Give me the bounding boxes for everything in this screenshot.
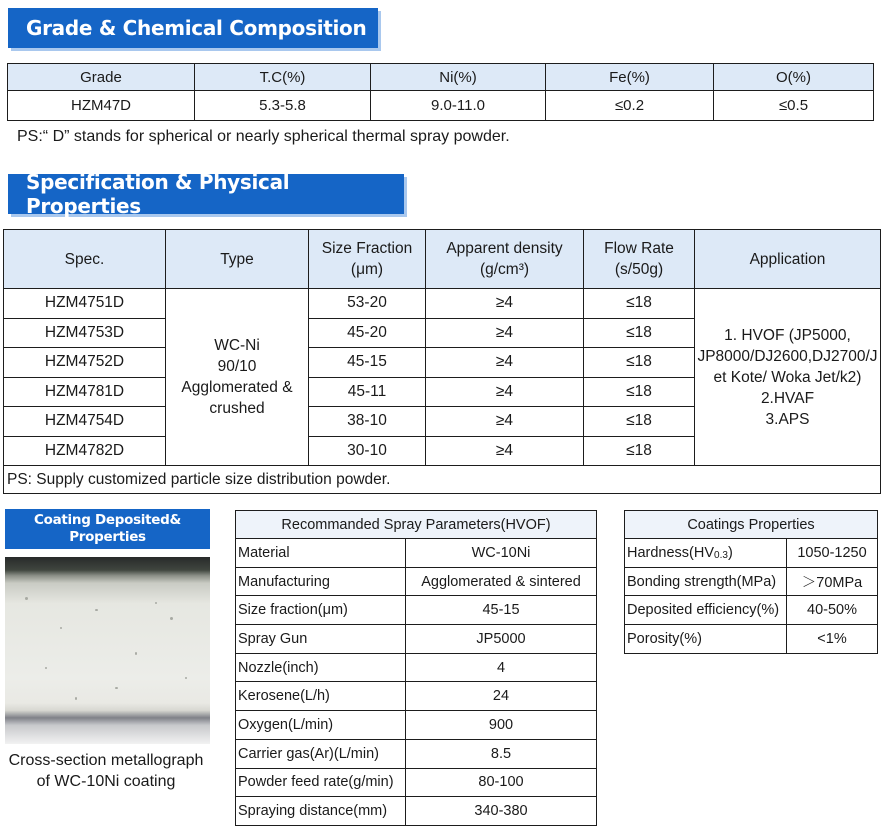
- cell-density: ≥4: [426, 289, 584, 319]
- col-header-ni: Ni(%): [371, 64, 546, 91]
- grade-composition-table: [7, 63, 874, 121]
- param-value: 4: [406, 653, 597, 682]
- table-row: [236, 653, 597, 682]
- density-header-line2: (g/cm³): [479, 261, 530, 278]
- param-value: Agglomerated & sintered: [406, 567, 597, 596]
- table-row: [236, 682, 597, 711]
- cell-density: ≥4: [426, 436, 584, 466]
- cell-size: 53-20: [309, 289, 426, 319]
- application-line: 3.APS: [765, 410, 810, 428]
- cell-fe: ≤0.2: [546, 91, 714, 121]
- cell-flow: ≤18: [584, 436, 695, 466]
- table-row: [4, 289, 881, 319]
- cell-size: 45-15: [309, 348, 426, 378]
- param-value: WC-10Ni: [406, 539, 597, 568]
- coatings-properties-title: Coatings Properties: [625, 511, 878, 539]
- col-header-fe: Fe(%): [546, 64, 714, 91]
- coating-section-title: [5, 509, 210, 549]
- flow-header-line2: (s/50g): [614, 261, 664, 278]
- coating-title-line2: Properties: [69, 529, 146, 545]
- cell-density: ≥4: [426, 318, 584, 348]
- property-value: 40-50%: [787, 596, 878, 625]
- cell-application: [695, 289, 881, 466]
- cell-spec: HZM4781D: [4, 377, 166, 407]
- param-value: JP5000: [406, 625, 597, 654]
- cell-density: ≥4: [426, 407, 584, 437]
- property-label: Porosity(%): [625, 625, 787, 654]
- col-header-application: Application: [695, 230, 881, 289]
- type-line: 90/10: [217, 358, 257, 375]
- size-header-line1: Size Fraction: [321, 240, 413, 257]
- param-value: 8.5: [406, 739, 597, 768]
- param-label: Powder feed rate(g/min): [236, 768, 406, 797]
- hardness-label: $Hardness(HV_{0.3})$: [625, 539, 787, 568]
- cell-flow: ≤18: [584, 377, 695, 407]
- table-row: [625, 596, 878, 625]
- cell-size: 45-11: [309, 377, 426, 407]
- table-header-row: [625, 511, 878, 539]
- param-value: 340-380: [406, 797, 597, 826]
- col-header-flow-rate: [584, 230, 695, 289]
- param-value: 45-15: [406, 596, 597, 625]
- flow-header-line1: Flow Rate: [604, 240, 674, 257]
- customized-distribution-note: PS: Supply customized particle size distribution powder.: [4, 466, 881, 494]
- col-header-apparent-density: [426, 230, 584, 289]
- table-row: [625, 539, 878, 568]
- spherical-powder-note: PS:“ D” stands for spherical or nearly spherical thermal spray powder.: [17, 128, 510, 145]
- spray-parameters-table: [235, 510, 597, 826]
- cell-size: 30-10: [309, 436, 426, 466]
- table-row: [236, 567, 597, 596]
- cell-density: ≥4: [426, 348, 584, 378]
- type-line: crushed: [209, 400, 265, 417]
- param-label: Spray Gun: [236, 625, 406, 654]
- cell-tc: 5.3-5.8: [195, 91, 371, 121]
- metallograph-image: [5, 557, 210, 744]
- application-line: 1. HVOF (JP5000,: [724, 326, 851, 344]
- param-label: Size fraction(μm): [236, 596, 406, 625]
- table-header-row: [8, 64, 874, 91]
- table-row: [625, 625, 878, 654]
- table-row: [236, 625, 597, 654]
- caption-line1: Cross-section metallograph: [8, 752, 204, 769]
- table-row: [236, 539, 597, 568]
- cell-spec: HZM4752D: [4, 348, 166, 378]
- cell-size: 38-10: [309, 407, 426, 437]
- param-label: Nozzle(inch): [236, 653, 406, 682]
- col-header-size-fraction: [309, 230, 426, 289]
- col-header-grade: Grade: [8, 64, 195, 91]
- cell-density: ≥4: [426, 377, 584, 407]
- table-row: [236, 739, 597, 768]
- cell-flow: ≤18: [584, 318, 695, 348]
- density-header-line1: Apparent density: [446, 240, 563, 257]
- table-header-row: [4, 230, 881, 289]
- type-line: Agglomerated &: [181, 379, 293, 396]
- param-label: Carrier gas(Ar)(L/min): [236, 739, 406, 768]
- table-row: [625, 567, 878, 596]
- param-label: Oxygen(L/min): [236, 711, 406, 740]
- property-label: Bonding strength(MPa): [625, 567, 787, 596]
- param-label: Manufacturing: [236, 567, 406, 596]
- cell-spec: HZM4754D: [4, 407, 166, 437]
- param-value: 900: [406, 711, 597, 740]
- cell-spec: HZM4782D: [4, 436, 166, 466]
- metallograph-caption: [0, 750, 212, 792]
- col-header-type: Type: [166, 230, 309, 289]
- param-value: 24: [406, 682, 597, 711]
- spec-physical-table: [3, 229, 881, 494]
- section-title-grade-composition: Grade & Chemical Composition: [8, 8, 378, 48]
- cell-grade: HZM47D: [8, 91, 195, 121]
- cell-spec: HZM4753D: [4, 318, 166, 348]
- section-title-spec-physical: Specification & Physical Properties: [8, 174, 404, 214]
- property-label: Deposited efficiency(%): [625, 596, 787, 625]
- table-row: [236, 797, 597, 826]
- cell-flow: ≤18: [584, 289, 695, 319]
- cell-flow: ≤18: [584, 348, 695, 378]
- property-value: <1%: [787, 625, 878, 654]
- table-note-row: [4, 466, 881, 494]
- cell-size: 45-20: [309, 318, 426, 348]
- param-label: Kerosene(L/h): [236, 682, 406, 711]
- application-line: 2.HVAF: [760, 389, 815, 407]
- param-value: 80-100: [406, 768, 597, 797]
- param-label: Material: [236, 539, 406, 568]
- cell-flow: ≤18: [584, 407, 695, 437]
- col-header-o: O(%): [714, 64, 874, 91]
- cell-o: ≤0.5: [714, 91, 874, 121]
- coating-title-line1: Coating Deposited&: [34, 512, 181, 528]
- caption-line2: of WC-10Ni coating: [36, 773, 176, 790]
- property-value: ＞70MPa: [787, 567, 878, 596]
- table-row: [236, 768, 597, 797]
- table-header-row: [236, 511, 597, 539]
- param-label: Spraying distance(mm): [236, 797, 406, 826]
- table-row: [236, 711, 597, 740]
- cell-type: [166, 289, 309, 466]
- application-line: JP8000/DJ2600,DJ2700/J: [697, 347, 878, 365]
- type-line: WC-Ni: [214, 337, 260, 354]
- table-row: [236, 596, 597, 625]
- spray-parameters-title: Recommanded Spray Parameters(HVOF): [236, 511, 597, 539]
- col-header-spec: Spec.: [4, 230, 166, 289]
- application-line: et Kote/ Woka Jet/k2): [713, 368, 862, 386]
- cell-ni: 9.0-11.0: [371, 91, 546, 121]
- hardness-value: 1050-1250: [787, 539, 878, 568]
- table-row: [8, 91, 874, 121]
- cell-spec: HZM4751D: [4, 289, 166, 319]
- col-header-tc: T.C(%): [195, 64, 371, 91]
- size-header-line2: (μm): [350, 261, 384, 278]
- coatings-properties-table: [624, 510, 878, 654]
